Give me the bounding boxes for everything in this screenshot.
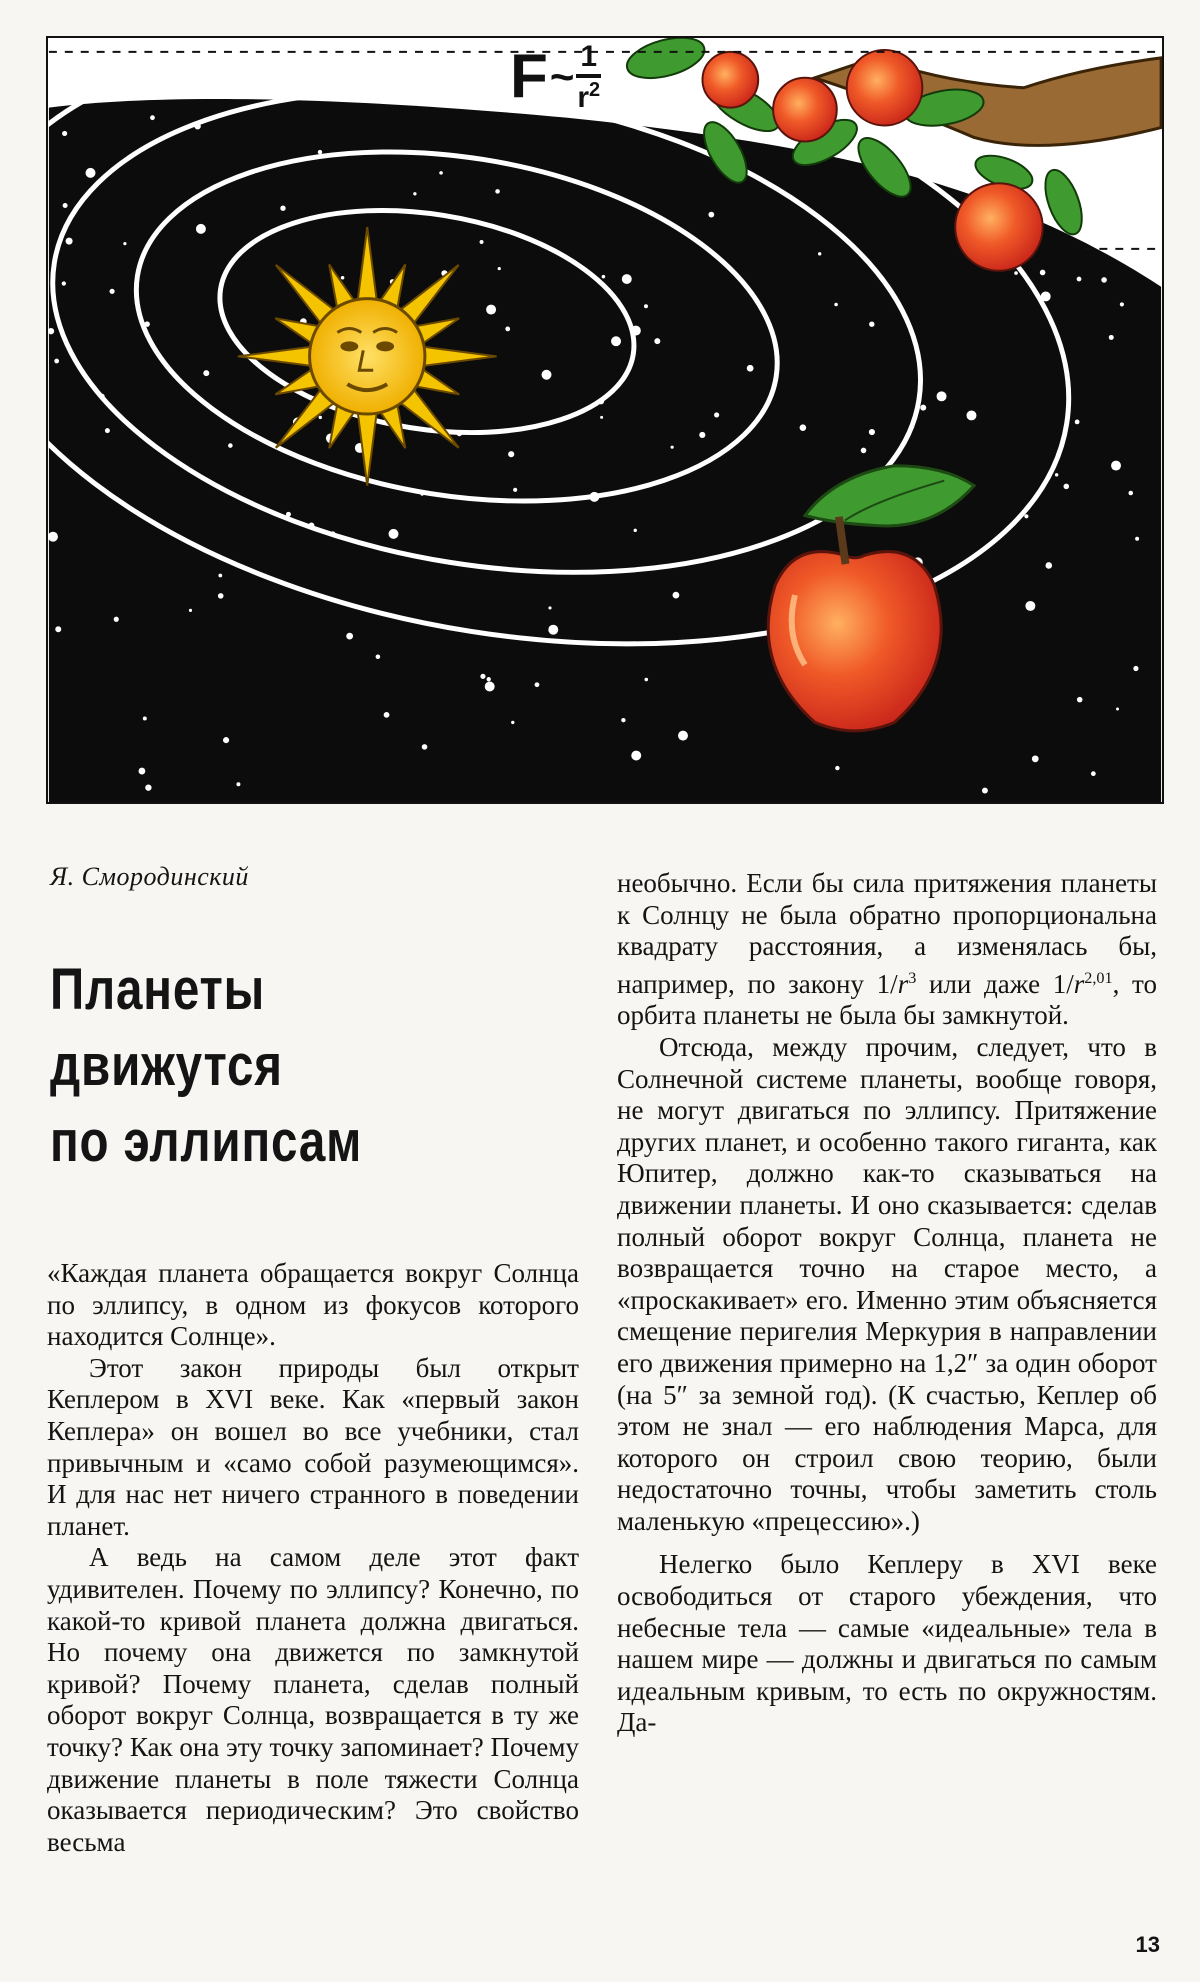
formula-denominator-exponent: 2 bbox=[589, 79, 601, 101]
orbit-illustration bbox=[46, 36, 1164, 804]
formula-fraction bbox=[576, 42, 601, 113]
sun-face-icon bbox=[238, 227, 497, 486]
paragraph-circles: Нелегко было Кеплеру в XVI веке освободиться от старого убеждения, что небесные тела — самые «идеальные» тела в нашем мире — должны и двигаться по самым идеальным кривым, то есть по окружностям. Да- bbox=[617, 1549, 1157, 1738]
paragraph-quote: «Каждая планета обращается вокруг Солнца по эллипсу, в одном из фокусов которого находится Солнце». bbox=[47, 1258, 579, 1352]
paragraph-perihelion: Отсюда, между прочим, следует, что в Солнечной системе планеты, вообще говоря, не могут двигаться по эллипсу. Притяжение других планет, и особенно такого гиганта, как Юпитер, должно как-то сказываться на движении планеты. И оно сказывается: сделав полный оборот вокруг Солнца, планета не возвращается точно на старое место, а «проскакивает» его. Именно этим объясняется смещение перигелия Меркурия в направлении его движения примерно на 1,2″ за один оборот (на 5″ за земной год). (К счастью, Кеплер об этом не знал — его наблюдения Марса, для которого он строил свою теорию, были недостаточно точны, чтобы заметить столь маленькую «прецессию».) bbox=[617, 1031, 1157, 1536]
text-segment: необычно. Если бы сила притяжения планеты к Солнцу не была обратно пропорциональна квадрату расстояния, а изменялась бы, например, по закону 1/ bbox=[617, 868, 1157, 999]
right-column bbox=[617, 868, 1157, 1739]
paragraph-continuation bbox=[617, 868, 1157, 1032]
math-r: r bbox=[897, 968, 909, 999]
math-r: r bbox=[1073, 968, 1085, 999]
title-line-3: по эллипсам bbox=[50, 1109, 363, 1174]
formula-relation: ~ bbox=[549, 52, 575, 100]
title-line-1: Планеты bbox=[50, 957, 266, 1022]
paragraph-question: А ведь на самом деле этот факт удивителен. Почему по эллипсу? Конечно, по какой-то кривой планета должна двигаться. Но почему она движется по замкнутой кривой? Почему планета, сделав полный оборот вокруг Солнца, возвращается в ту же точку? Как она эту точку запоминает? Почему движение планеты в поле тяжести Солнца оказывается периодическим? Это свойство весьма bbox=[47, 1542, 579, 1857]
article-author: Я. Смородинский bbox=[50, 862, 249, 891]
title-line-2: движутся bbox=[50, 1033, 283, 1098]
paragraph-kepler: Этот закон природы был открыт Кеплером в XVI веке. Как «первый закон Кеплера» он вошел во все учебники, стал привычным и «само собой разумеющимся». И для нас нет ничего странного в поведении планет. bbox=[47, 1352, 579, 1541]
math-exponent: 2,01 bbox=[1084, 968, 1113, 987]
page-number: 13 bbox=[1135, 1932, 1160, 1957]
math-exponent: 3 bbox=[908, 968, 917, 987]
formula-numerator: 1 bbox=[576, 42, 601, 78]
text-segment: , то орбита планеты не была бы замкнутой. bbox=[617, 968, 1157, 1031]
article-title bbox=[50, 952, 476, 1180]
text-segment: или даже 1/ bbox=[916, 968, 1074, 999]
formula-force: F bbox=[510, 41, 548, 111]
orbit-diagram bbox=[48, 38, 1162, 802]
formula-denominator-base: r bbox=[577, 81, 590, 114]
gravity-formula bbox=[510, 40, 601, 113]
formula-denominator bbox=[577, 78, 600, 113]
left-column bbox=[47, 1258, 579, 1858]
